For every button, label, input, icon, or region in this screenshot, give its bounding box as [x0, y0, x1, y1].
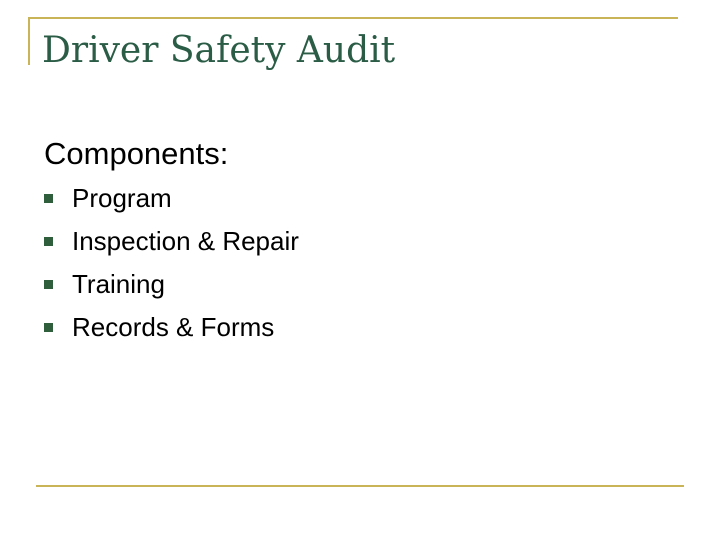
- top-rule: [28, 17, 678, 19]
- bullet-label: Training: [72, 269, 165, 299]
- bullet-list: [44, 177, 299, 349]
- bullet-label: Program: [72, 183, 172, 213]
- bullet-item-records-forms: [44, 306, 299, 349]
- bottom-rule: [36, 485, 684, 487]
- section-heading: Components:: [44, 136, 229, 171]
- bullet-item-program: [44, 177, 299, 220]
- left-rule: [28, 17, 30, 65]
- bullet-item-training: [44, 263, 299, 306]
- square-bullet-icon: [44, 194, 53, 203]
- bullet-label: Records & Forms: [72, 312, 275, 342]
- square-bullet-icon: [44, 280, 53, 289]
- bullet-label: Inspection & Repair: [72, 226, 299, 256]
- bullet-item-inspection-repair: [44, 220, 299, 263]
- square-bullet-icon: [44, 323, 53, 332]
- slide-title: Driver Safety Audit: [42, 30, 396, 71]
- square-bullet-icon: [44, 237, 53, 246]
